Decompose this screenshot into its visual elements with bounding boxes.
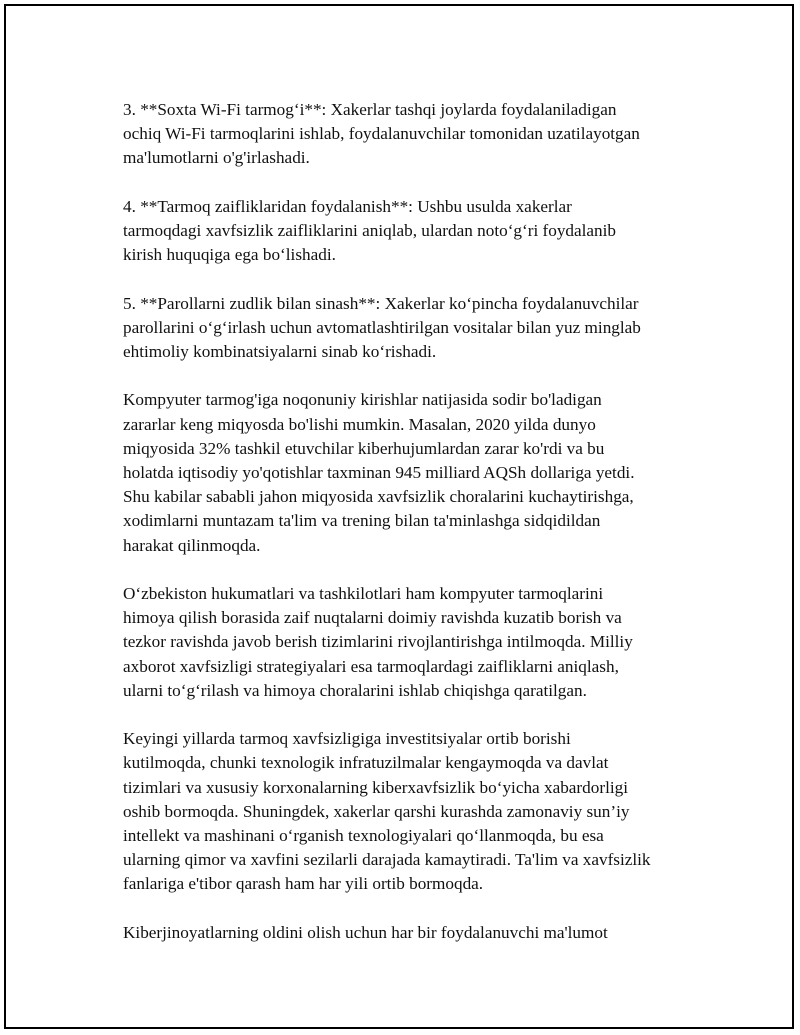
- text-line: Kompyuter tarmog'iga noqonuniy kirishlar natijasida sodir bo'ladigan: [123, 390, 602, 410]
- paragraph-damages: [123, 388, 703, 557]
- text-line: kirish huquqiga ega bo‘lishadi.: [123, 245, 336, 265]
- text-line: tezkor ravishda javob berish tizimlarini rivojlantirishga intilmoqda. Milliy: [123, 632, 633, 652]
- text-line: harakat qilinmoqda.: [123, 535, 261, 555]
- text-line: fanlariga e'tibor qarash ham har yili ortib bormoqda.: [123, 874, 484, 894]
- text-line: Keyingi yillarda tarmoq xavfsizligiga investitsiyalar ortib borishi: [123, 729, 571, 749]
- text-line: O‘zbekiston hukumatlari va tashkilotlari ham kompyuter tarmoqlarini: [123, 584, 604, 603]
- paragraph-network-vulnerabilities: [123, 195, 703, 268]
- text-line: miqyosida 32% tashkil etuvchilar kiberhujumlardan zarar ko'rdi va bu: [123, 438, 605, 458]
- text-line: oshib bormoqda. Shuningdek, xakerlar qarshi kurashda zamonaviy sun’iy: [123, 801, 630, 821]
- text-line: zararlar keng miqyosda bo'lishi mumkin. Masalan, 2020 yilda dunyo: [123, 414, 596, 434]
- text-line: tizimlari va xususiy korxonalarning kiberxavfsizlik bo‘yicha xabardorligi: [123, 777, 628, 797]
- text-line: 5. **Parollarni zudlik bilan sinash**: Xakerlar ko‘pincha foydalanuvchilar: [123, 293, 639, 313]
- paragraph-fake-wifi: [123, 98, 703, 171]
- text-line: ularning qimor va xavfini sezilarli darajada kamaytiradi. Ta'lim va xavfsizlik: [123, 850, 651, 870]
- text-line: 4. **Tarmoq zaifliklaridan foydalanish**: Ushbu usulda xakerlar: [123, 196, 572, 216]
- page-border: [4, 4, 794, 1029]
- text-line: kutilmoqda, chunki texnologik infratuzilmalar kengaymoqda va davlat: [123, 753, 609, 773]
- text-line: ularni to‘g‘rilash va himoya choralarini ishlab chiqishga qaratilgan.: [123, 680, 587, 700]
- text-line: ochiq Wi-Fi tarmoqlarini ishlab, foydalanuvchilar tomonidan uzatilayotgan: [123, 124, 640, 144]
- text-line: intellekt va mashinani o‘rganish texnologiyalari qo‘llanmoqda, bu esa: [123, 826, 604, 846]
- text-line: himoya qilish borasida zaif nuqtalarni doimiy ravishda kuzatib borish va: [123, 608, 622, 628]
- paragraph-future-investments: [123, 727, 703, 896]
- text-line: tarmoqdagi xavfsizlik zaifliklarini aniqlab, ulardan noto‘g‘ri foydalanib: [123, 221, 617, 240]
- document-body: [123, 98, 703, 969]
- paragraph-password-bruteforce: [123, 292, 703, 365]
- text-line: 3. **Soxta Wi-Fi tarmog‘i**: Xakerlar tashqi joylarda foydalaniladigan: [123, 100, 617, 119]
- text-line: holatda iqtisodiy yo'qotishlar taxminan 945 milliard AQSh dollariga yetdi.: [123, 463, 635, 482]
- text-line: axborot xavfsizligi strategiyalari esa tarmoqlardagi zaifliklarni aniqlash,: [123, 656, 619, 676]
- paragraph-uzbekistan: [123, 582, 703, 703]
- text-line: Kiberjinoyatlarning oldini olish uchun har bir foydalanuvchi ma'lumot: [123, 922, 608, 942]
- paragraph-prevention: [123, 921, 703, 945]
- text-line: xodimlarni muntazam ta'lim va trening bilan ta'minlashga sidqidildan: [123, 511, 601, 531]
- text-line: Shu kabilar sababli jahon miqyosida xavfsizlik choralarini kuchaytirishga,: [123, 487, 634, 507]
- text-line: ehtimoliy kombinatsiyalarni sinab ko‘rishadi.: [123, 342, 437, 361]
- text-line: parollarini o‘g‘irlash uchun avtomatlashtirilgan vositalar bilan yuz minglab: [123, 317, 641, 337]
- text-line: ma'lumotlarni o'g'irlashadi.: [123, 148, 310, 168]
